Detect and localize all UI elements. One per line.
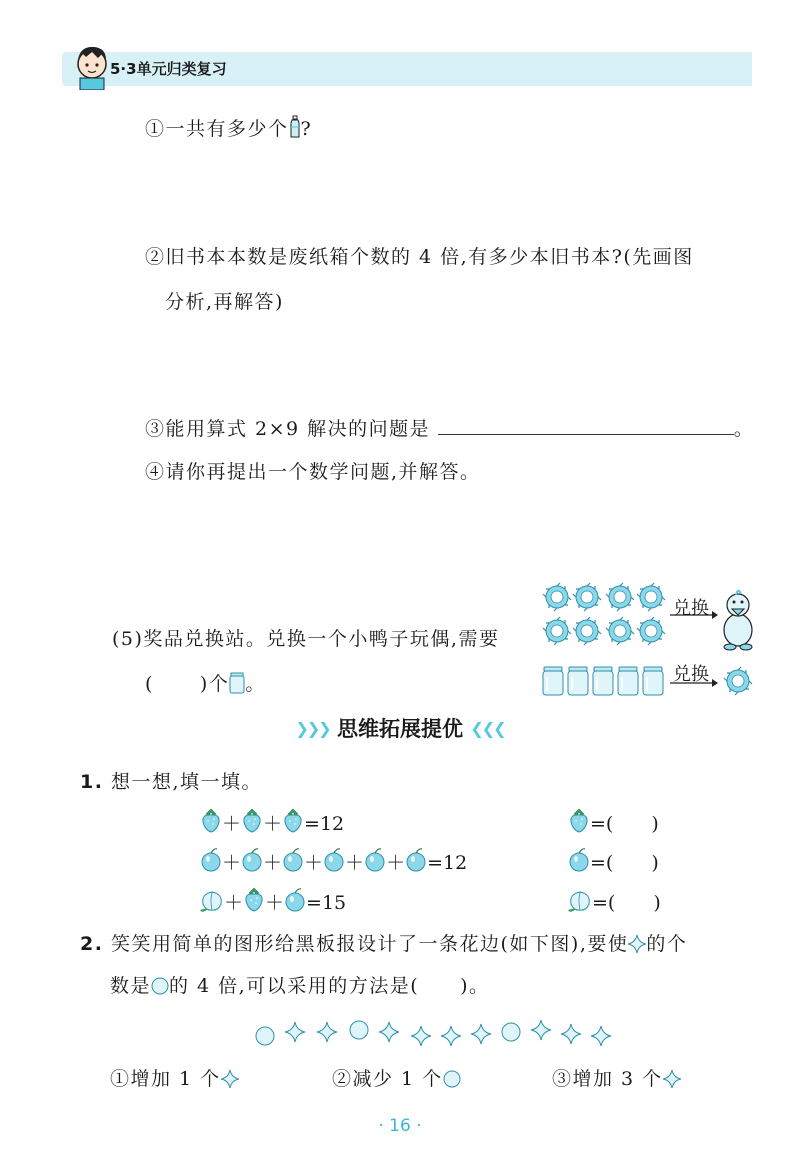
exchange-label-1: 兑换 [673, 598, 709, 619]
circle-icon [151, 976, 169, 996]
option-1[interactable] [110, 1065, 239, 1093]
equation-3-result: =15 [306, 892, 347, 914]
pattern-sparkle [379, 1022, 399, 1042]
circle-icon [443, 1069, 461, 1089]
peach-icon [568, 887, 592, 913]
option-3[interactable] [552, 1065, 681, 1093]
problem-1 [80, 768, 262, 796]
problem-1-text: 想一想,填一填。 [111, 771, 263, 793]
pattern-sparkle [441, 1026, 461, 1046]
question-1 [145, 115, 312, 143]
question-1-text: ①一共有多少个 [145, 118, 289, 140]
apple-icon [241, 847, 263, 873]
apple-icon [282, 847, 304, 873]
header-title: 5·3单元归类复习 [110, 60, 227, 78]
exchange-diagram [540, 575, 760, 705]
problem-2-text-c: 数是 [110, 975, 152, 997]
pattern-circle [256, 1027, 274, 1045]
answer-1[interactable]: =( ) [590, 813, 659, 835]
question-1-end: ? [300, 118, 313, 140]
medal-group-bottom [543, 617, 665, 645]
pattern-circle [502, 1023, 520, 1041]
chevron-left-icon: ❮❮❮ [470, 719, 505, 738]
question-3 [145, 415, 754, 443]
pattern-sparkle [317, 1022, 337, 1042]
problem-2-text-b: 的个 [646, 933, 688, 955]
medal-group-top [543, 583, 665, 611]
question-3-end: 。 [733, 418, 755, 440]
page-number: · 16 · [378, 1116, 422, 1136]
equation-row-3: ＋ ＋ =15 [200, 887, 346, 917]
section-heading [0, 714, 800, 744]
strawberry-icon [568, 808, 590, 834]
pattern-sparkle [531, 1020, 551, 1040]
sparkle-icon [663, 1069, 681, 1089]
option-1-text: ①增加 1 个 [110, 1068, 221, 1090]
equation-row-2: ＋ ＋ ＋ ＋ ＋ =12 [200, 847, 467, 877]
equation-2-result: =12 [427, 852, 468, 874]
answer-row-2 [568, 847, 659, 877]
apple-icon [568, 847, 590, 873]
mascot-boy-icon [72, 40, 112, 90]
close-paren-text: )个 [199, 673, 230, 695]
open-paren: ( [145, 673, 154, 695]
equation-1-result: =12 [304, 813, 345, 835]
answer-row-1 [568, 808, 659, 838]
medal-result-icon [724, 667, 752, 695]
answer-blank[interactable] [438, 416, 734, 435]
apple-icon [364, 847, 386, 873]
pattern-sparkle [285, 1022, 305, 1042]
option-2[interactable] [332, 1065, 461, 1093]
problem-2-line-1 [80, 930, 687, 958]
question-5-line-2 [145, 670, 266, 698]
jar-group [543, 667, 663, 695]
question-2-line-1: ②旧书本本数是废纸箱个数的 4 倍,有多少本旧书本?(先画图 [145, 246, 694, 268]
option-2-text: ②减少 1 个 [332, 1068, 443, 1090]
apple-icon [323, 847, 345, 873]
option-3-text: ③增加 3 个 [552, 1068, 663, 1090]
apple-icon [200, 847, 222, 873]
sparkle-icon [221, 1069, 239, 1089]
pattern-sparkle [411, 1026, 431, 1046]
answer-3[interactable]: =( ) [592, 892, 661, 914]
pattern-sparkle [561, 1024, 581, 1044]
problem-2-number: 2. [80, 933, 104, 955]
border-pattern [255, 1018, 615, 1052]
problem-2-line-2 [110, 972, 490, 1000]
pattern-circle [350, 1021, 368, 1039]
sparkle-icon [628, 934, 646, 954]
problem-1-number: 1. [80, 771, 104, 793]
duck-toy-icon [724, 591, 752, 650]
problem-2-text-a: 笑笑用简单的图形给黑板报设计了一条花边(如下图),要使 [111, 933, 629, 955]
pattern-sparkle [591, 1026, 611, 1046]
apple-icon [405, 847, 427, 873]
question-5-line-1: (5)奖品兑换站。兑换一个小鸭子玩偶,需要 [112, 628, 500, 650]
exchange-label-2: 兑换 [673, 664, 709, 685]
jar-icon [229, 672, 245, 694]
strawberry-icon [243, 887, 265, 913]
question-2-line-2: 分析,再解答) [165, 291, 284, 313]
strawberry-icon [200, 808, 222, 834]
question-5-end: 。 [245, 673, 266, 695]
strawberry-icon [282, 808, 304, 834]
bottle-icon [289, 115, 301, 139]
section-title: 思维拓展提优 [337, 717, 463, 741]
question-3-text: ③能用算式 2×9 解决的问题是 [145, 418, 431, 440]
question-4: ④请你再提出一个数学问题,并解答。 [145, 461, 481, 483]
problem-2-text-d: 的 4 倍,可以采用的方法是( )。 [169, 975, 490, 997]
strawberry-icon [241, 808, 263, 834]
apple-icon [284, 887, 306, 913]
answer-2[interactable]: =( ) [590, 852, 659, 874]
pattern-sparkle [471, 1024, 491, 1044]
answer-row-3 [568, 887, 661, 917]
chevron-right-icon: ❯❯❯ [295, 719, 330, 738]
peach-icon [200, 887, 224, 913]
equation-row-1: ＋ ＋ =12 [200, 808, 344, 838]
